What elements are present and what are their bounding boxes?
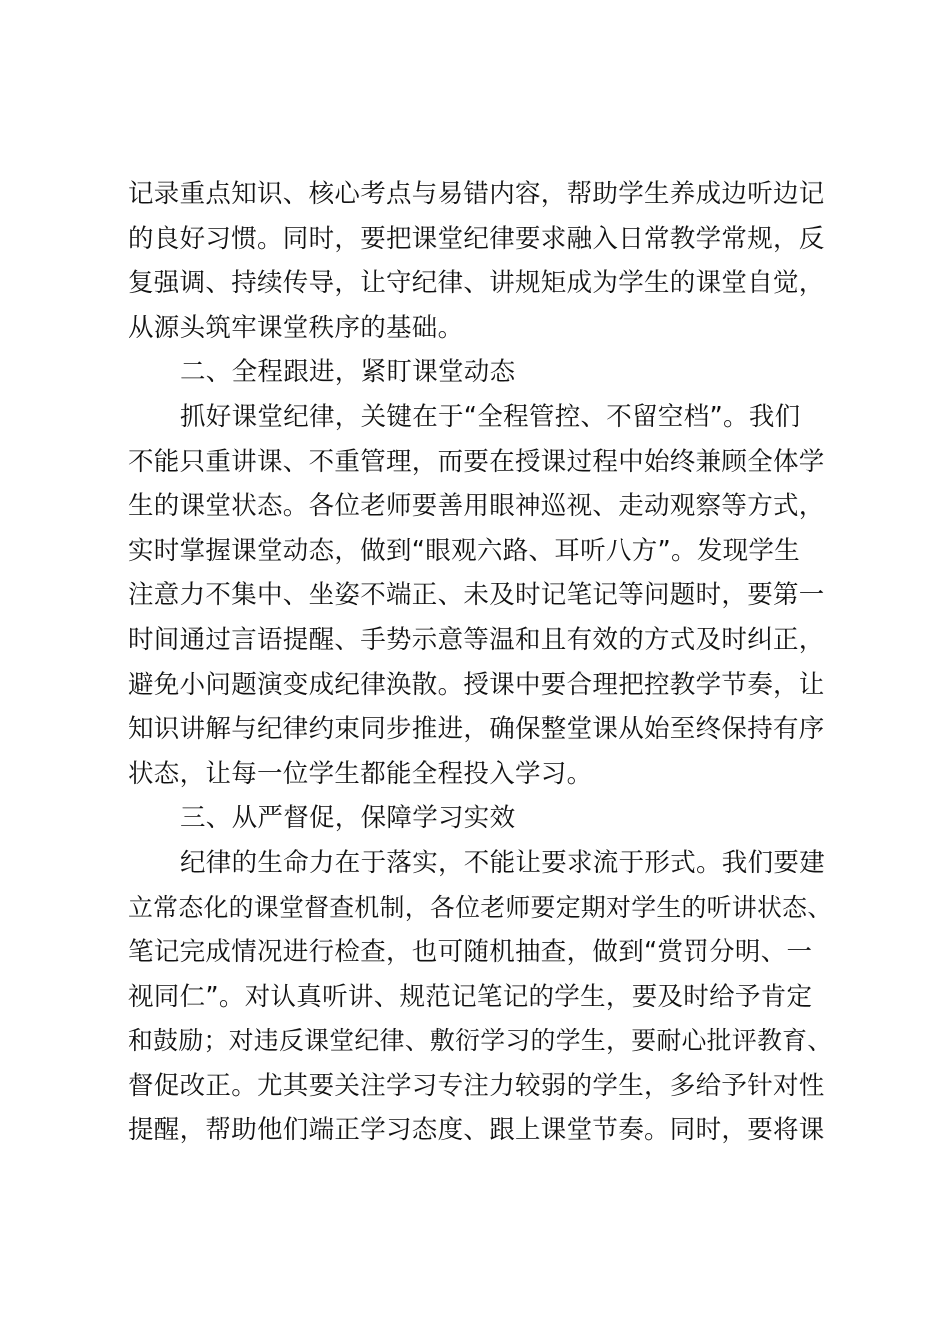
text-line: 记录重点知识、核心考点与易错内容，帮助学生养成边听边记 bbox=[128, 179, 825, 209]
text-line: 状态，让每一位学生都能全程投入学习。 bbox=[128, 758, 593, 789]
text-line: 复强调、持续传导，让守纪律、讲规矩成为学生的课堂自觉， bbox=[128, 268, 825, 299]
text-line: 的良好习惯。同时，要把课堂纪律要求融入日常教学常规，反 bbox=[128, 223, 825, 254]
text-line: 避免小问题演变成纪律涣散。授课中要合理把控教学节奏，让 bbox=[128, 669, 825, 700]
text-line: 和鼓励；对违反课堂纪律、敷衍学习的学生，要耐心批评教育、 bbox=[128, 1026, 833, 1056]
text-line: 实时掌握课堂动态，做到“眼观六路、耳听八方”。发现学生 bbox=[128, 535, 801, 566]
text-line: 时间通过言语提醒、手势示意等温和且有效的方式及时纠正， bbox=[128, 624, 825, 655]
text-line: 从源头筑牢课堂秩序的基础。 bbox=[128, 312, 464, 343]
text-line: 抓好课堂纪律，关键在于“全程管控、不留空档”。我们 bbox=[180, 401, 801, 432]
text-line: 注意力不集中、坐姿不端正、未及时记笔记等问题时，要第一 bbox=[128, 580, 825, 611]
text-line: 生的课堂状态。各位老师要善用眼神巡视、走动观察等方式， bbox=[128, 491, 825, 522]
text-line: 不能只重讲课、不重管理，而要在授课过程中始终兼顾全体学 bbox=[128, 446, 825, 477]
text-line: 督促改正。尤其要关注学习专注力较弱的学生，多给予针对性 bbox=[128, 1070, 825, 1101]
text-line: 知识讲解与纪律约束同步推进，确保整堂课从始至终保持有序 bbox=[128, 714, 825, 745]
document-body bbox=[128, 172, 836, 1153]
text-line: 立常态化的课堂督查机制，各位老师要定期对学生的听讲状态、 bbox=[128, 892, 833, 922]
text-line: 笔记完成情况进行检查，也可随机抽查，做到“赏罚分明、一 bbox=[128, 937, 813, 968]
section-heading: 二、全程跟进，紧盯课堂动态 bbox=[180, 357, 516, 388]
text-line: 视同仁”。对认真听讲、规范记笔记的学生，要及时给予肯定 bbox=[128, 981, 813, 1012]
text-line: 提醒，帮助他们端正学习态度、跟上课堂节奏。同时，要将课 bbox=[128, 1115, 825, 1146]
section-heading: 三、从严督促，保障学习实效 bbox=[180, 803, 516, 834]
text-line: 纪律的生命力在于落实，不能让要求流于形式。我们要建 bbox=[180, 847, 826, 878]
